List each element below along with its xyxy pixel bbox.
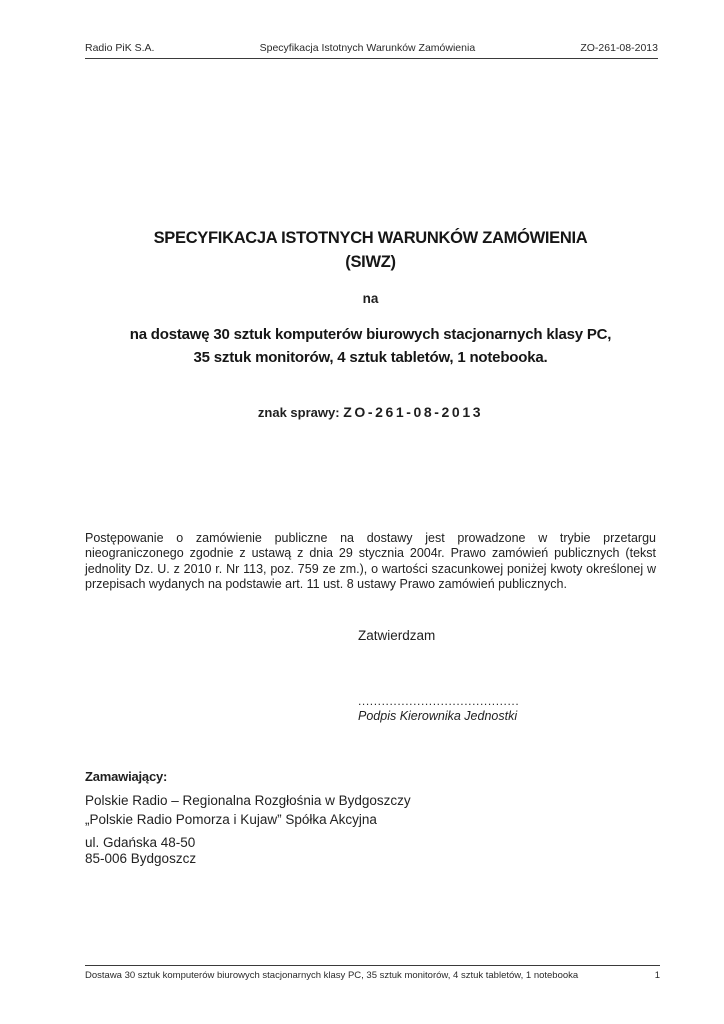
signature-line: ......................................... — [358, 694, 520, 708]
buyer-name-line2: „Polskie Radio Pomorza i Kujaw” Spółka Akcyjna — [85, 812, 377, 827]
buyer-name — [85, 791, 656, 829]
buyer-address-street: ul. Gdańska 48-50 — [85, 835, 196, 850]
order-subject — [85, 323, 656, 369]
document-title-line2: (SIWZ) — [345, 253, 396, 271]
buyer-address-city: 85-006 Bydgoszcz — [85, 850, 197, 866]
document-title — [85, 226, 656, 274]
signature-block — [358, 694, 578, 723]
buyer-name-line1: Polskie Radio – Regionalna Rozgłośnia w Bydgoszczy — [85, 793, 411, 808]
header-case-number: ZO-261-08-2013 — [580, 42, 658, 54]
page-footer — [85, 965, 660, 981]
buyer-label: Zamawiający: — [85, 769, 168, 784]
buyer-address — [85, 835, 656, 866]
document-title-line1: SPECYFIKACJA ISTOTNYCH WARUNKÓW ZAMÓWIENIA — [153, 229, 588, 247]
approval-label: Zatwierdzam — [358, 628, 436, 643]
buyer-section — [85, 769, 656, 866]
case-reference — [85, 404, 656, 420]
header-company: Radio PiK S.A. — [85, 42, 155, 54]
order-subject-line2: 35 sztuk monitorów, 4 sztuk tabletów, 1 notebooka. — [193, 349, 548, 366]
case-reference-number: ZO-261-08-2013 — [343, 404, 484, 420]
title-conjunction: na — [362, 291, 379, 306]
page-header — [85, 42, 658, 59]
order-subject-line1: na dostawę 30 sztuk komputerów biurowych stacjonarnych klasy PC, — [129, 326, 612, 343]
header-document-title: Specyfikacja Istotnych Warunków Zamówienia — [259, 42, 476, 54]
procedure-paragraph: Postępowanie o zamówienie publiczne na dostawy jest prowadzone w trybie przetargu nieograniczonego zgodnie z ustawą z dnia 29 stycznia 2004r. Prawo zamówień publicznych (tekst jednolity Dz. U. z 2010 r. Nr 113, poz. 759 ze zm.), o wartości szacunkowej poniżej kwoty określonej w przepisach wydanych na podstawie art. 11 ust. 8 ustawy Prawo zamówień publicznych. — [85, 531, 656, 592]
signature-caption: Podpis Kierownika Jednostki — [358, 709, 518, 723]
footer-page-number: 1 — [654, 970, 660, 981]
case-reference-label: znak sprawy: — [257, 405, 340, 420]
footer-document-description: Dostawa 30 sztuk komputerów biurowych stacjonarnych klasy PC, 35 sztuk monitorów, 4 sztuk tabletów, 1 notebooka — [85, 970, 579, 981]
